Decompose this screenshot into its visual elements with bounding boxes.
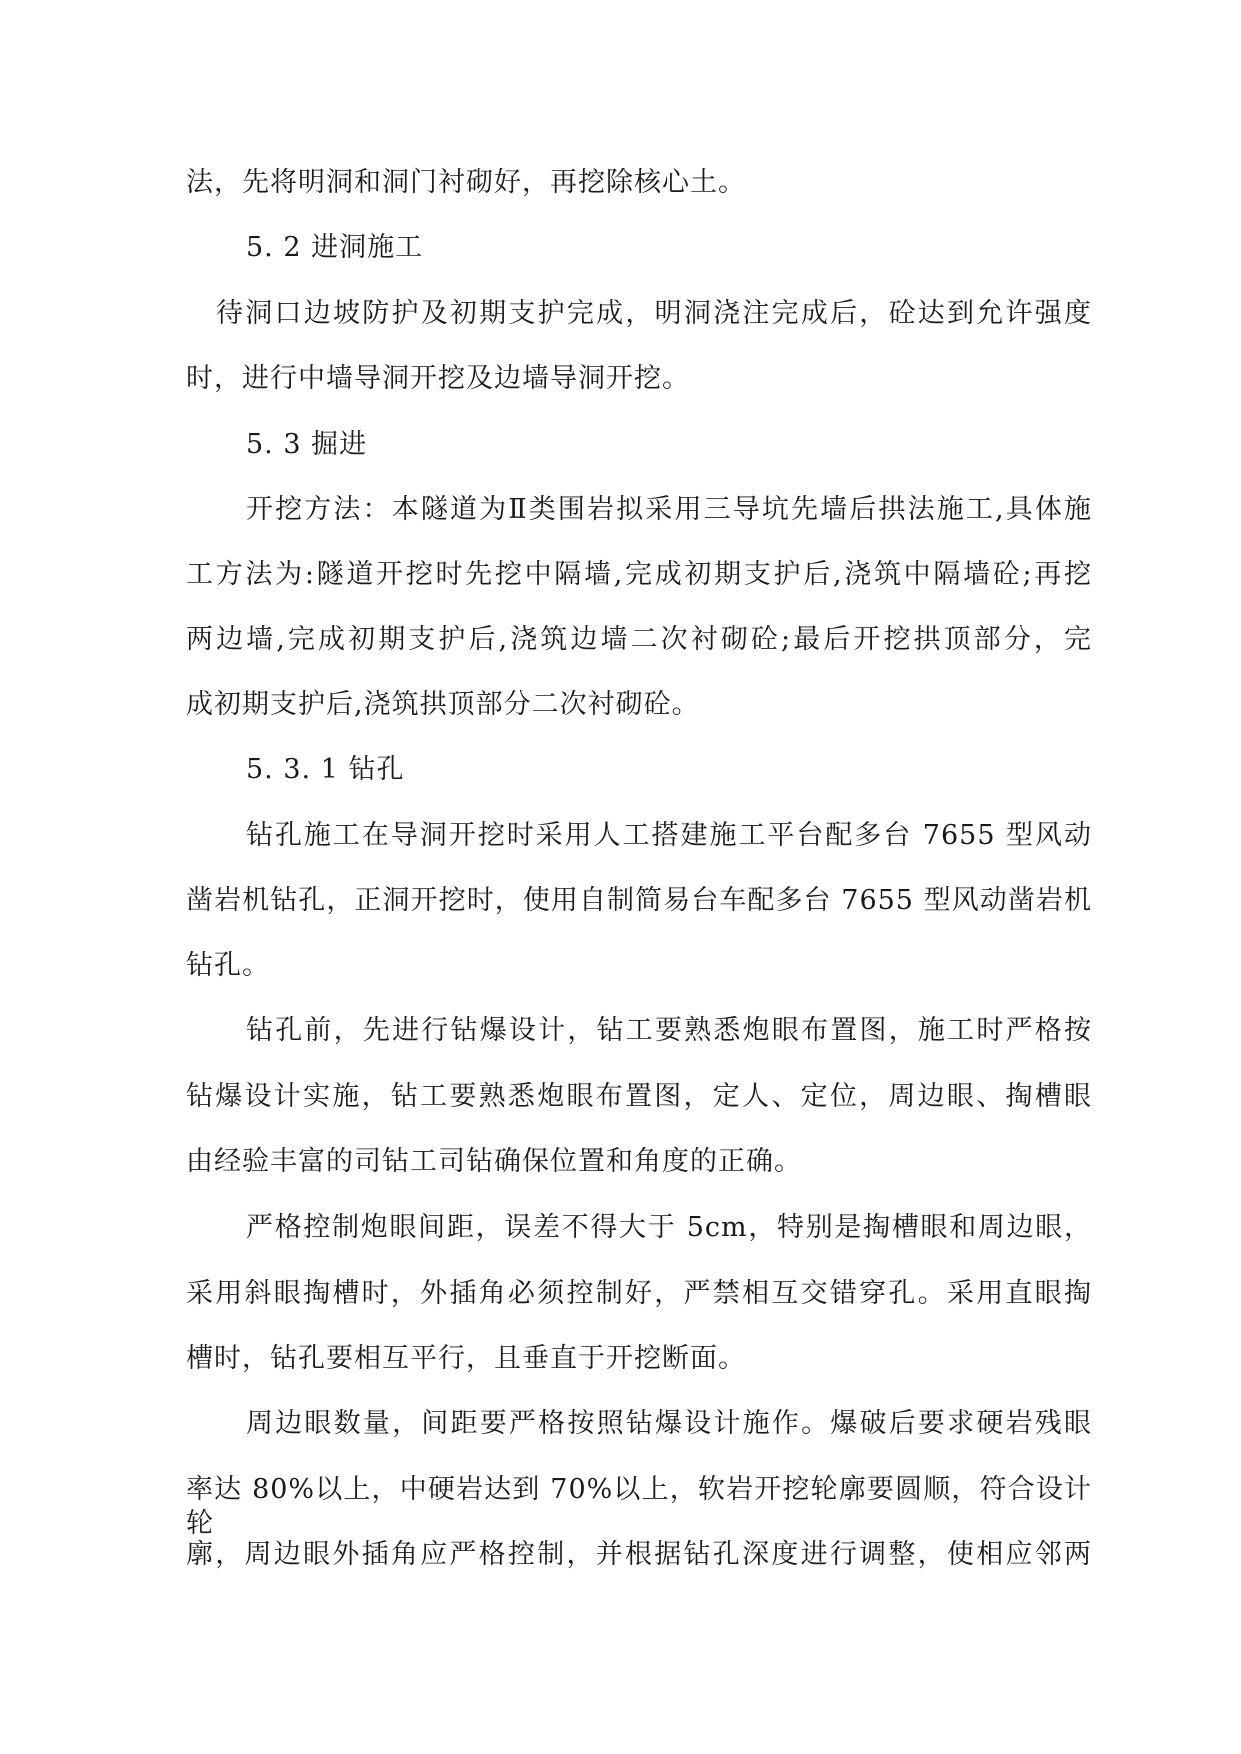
paragraph-line: 严格控制炮眼间距，误差不得大于 5cm，特别是掏槽眼和周边眼，: [246, 1212, 1092, 1243]
paragraph-line: 开挖方法：本隧道为Ⅱ类围岩拟采用三导坑先墙后拱法施工,具体施: [246, 494, 1092, 525]
paragraph-line: 凿岩机钻孔，正洞开挖时，使用自制简易台车配多台 7655 型风动凿岩机: [186, 885, 1092, 916]
paragraph-line: 钻孔施工在导洞开挖时采用人工搭建施工平台配多台 7655 型风动: [246, 820, 1092, 851]
paragraph-line: 待洞口边坡防护及初期支护完成，明洞浇注完成后，砼达到允许强度: [216, 298, 1092, 329]
section-heading-5-2: 5. 2 进洞施工: [246, 232, 424, 263]
paragraph-line: 钻孔。: [186, 950, 270, 981]
paragraph-line: 槽时，钻孔要相互平行，且垂直于开挖断面。: [186, 1343, 746, 1374]
paragraph-line: 时，进行中墙导洞开挖及边墙导洞开挖。: [186, 363, 690, 394]
paragraph-line: 钻孔前，先进行钻爆设计，钻工要熟悉炮眼布置图，施工时严格按: [246, 1015, 1092, 1046]
paragraph-line: 法，先将明洞和洞门衬砌好，再挖除核心土。: [186, 167, 746, 198]
paragraph-line: 率达 80%以上，中硬岩达到 70%以上，软岩开挖轮廓要圆顺，符合设计轮: [186, 1474, 1092, 1539]
section-heading-5-3-1: 5. 3. 1 钻孔: [246, 754, 405, 785]
section-heading-5-3: 5. 3 掘进: [246, 429, 368, 460]
paragraph-line: 钻爆设计实施，钻工要熟悉炮眼布置图，定人、定位，周边眼、掏槽眼: [186, 1081, 1092, 1112]
paragraph-line: 两边墙,完成初期支护后,浇筑边墙二次衬砌砼;最后开挖拱顶部分，完: [186, 624, 1092, 655]
paragraph-line: 周边眼数量，间距要严格按照钻爆设计施作。爆破后要求硬岩残眼: [246, 1408, 1092, 1439]
paragraph-line: 采用斜眼掏槽时，外插角必须控制好，严禁相互交错穿孔。采用直眼掏: [186, 1278, 1092, 1309]
paragraph-line: 廓，周边眼外插角应严格控制，并根据钻孔深度进行调整，使相应邻两: [186, 1539, 1092, 1570]
paragraph-line: 工方法为:隧道开挖时先挖中隔墙,完成初期支护后,浇筑中隔墙砼;再挖: [186, 559, 1092, 590]
paragraph-line: 由经验丰富的司钻工司钻确保位置和角度的正确。: [186, 1146, 802, 1177]
paragraph-line: 成初期支护后,浇筑拱顶部分二次衬砌砼。: [186, 689, 700, 720]
